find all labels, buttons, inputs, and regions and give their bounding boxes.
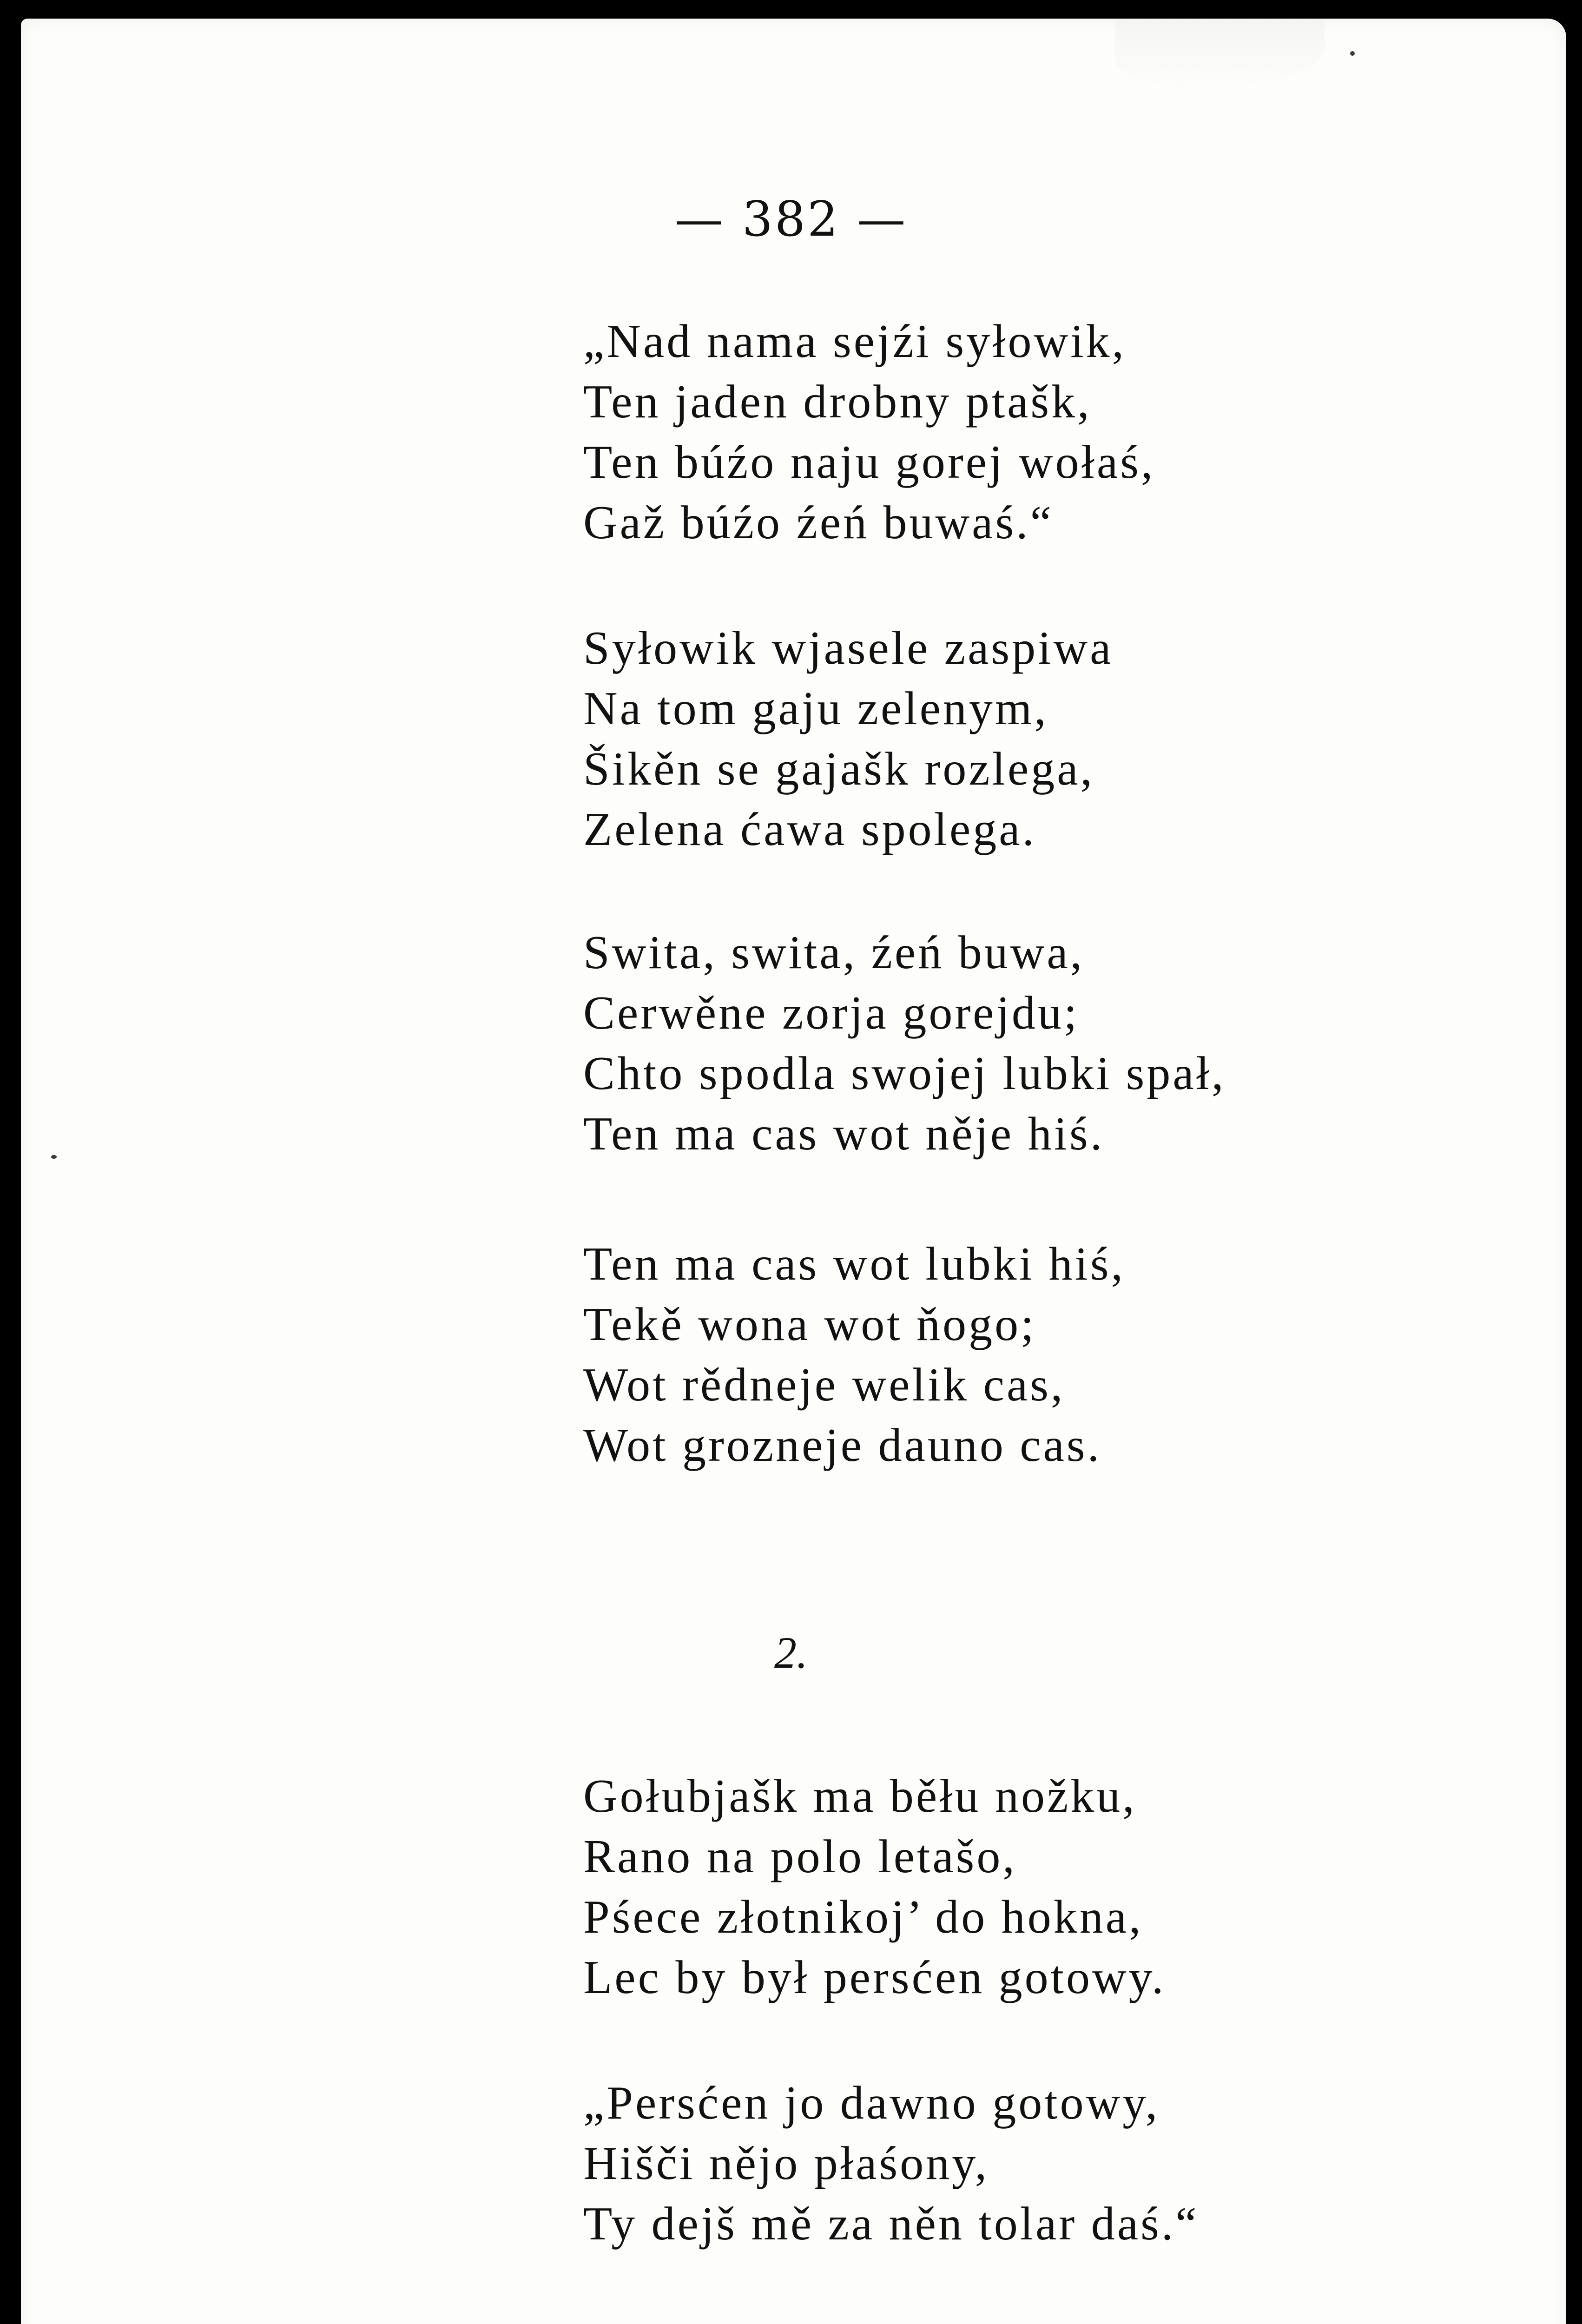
verse-line: Wot rědneje welik cas, xyxy=(583,1359,1065,1411)
verse-line: Ten ma cas wot něje hiś. xyxy=(583,1108,1105,1160)
verse-line: Ten búźo naju gorej wołaś, xyxy=(583,436,1155,489)
poem-1 xyxy=(583,311,1536,553)
verse-line: Swita, swita, źeń buwa, xyxy=(583,926,1085,979)
verse-line: Pśece złotnikoj’ do hokna, xyxy=(583,1891,1143,1943)
page-number: — 382 — xyxy=(674,191,908,247)
verse-line: Syłowik wjasele zaspiwa xyxy=(583,622,1114,674)
stanza xyxy=(583,1234,1536,1476)
verse-line: Rano na polo letašo, xyxy=(583,1830,1017,1883)
poem-1-stanza-4 xyxy=(583,1234,1536,1476)
poem-2-stanza-2 xyxy=(583,2073,1536,2254)
verse-line: Zelena ćawa spolega. xyxy=(583,803,1037,856)
verse-line: Chto spodla swojej lubki spał, xyxy=(583,1047,1226,1100)
verse-line: Ten ma cas wot lubki hiś, xyxy=(583,1238,1126,1290)
stanza xyxy=(583,311,1536,553)
verse-line: Gołubjašk ma běłu nožku, xyxy=(583,1770,1137,1822)
verse-line: Wot grozneje dauno cas. xyxy=(583,1419,1102,1472)
poem-1-stanza-3 xyxy=(583,923,1536,1164)
verse-line: Lec by był persćen gotowy. xyxy=(583,1951,1166,2004)
verse-line: Ty dejš mě za něn tolar daś.“ xyxy=(583,2198,1199,2250)
stanza xyxy=(583,1766,1536,2008)
verse-line: Tekě wona wot ňogo; xyxy=(583,1298,1036,1351)
verse-line: Ten jaden drobny ptašk, xyxy=(583,376,1092,428)
verse-line: „Nad nama sejźi syłowik, xyxy=(583,315,1127,368)
verse-line: Cerwěne zorja gorejdu; xyxy=(583,987,1080,1039)
ink-speck xyxy=(51,1155,57,1159)
stanza xyxy=(583,618,1536,860)
verse-line: „Persćen jo dawno gotowy, xyxy=(583,2077,1160,2129)
verse-line: Gaž búźo źeń buwaś.“ xyxy=(583,496,1054,549)
ink-speck xyxy=(1350,51,1355,56)
section-number: 2. xyxy=(774,1628,808,1677)
verse-line: Hišči nějo płaśony, xyxy=(583,2137,989,2190)
verse-line: Šikěn se gajašk rozlega, xyxy=(583,743,1095,795)
verse-line: Na tom gaju zelenym, xyxy=(583,682,1048,735)
poem-2-stanza-1 xyxy=(583,1766,1536,2008)
stanza xyxy=(583,923,1536,1164)
poem-1-stanza-2 xyxy=(583,618,1536,860)
stanza xyxy=(583,2073,1536,2254)
